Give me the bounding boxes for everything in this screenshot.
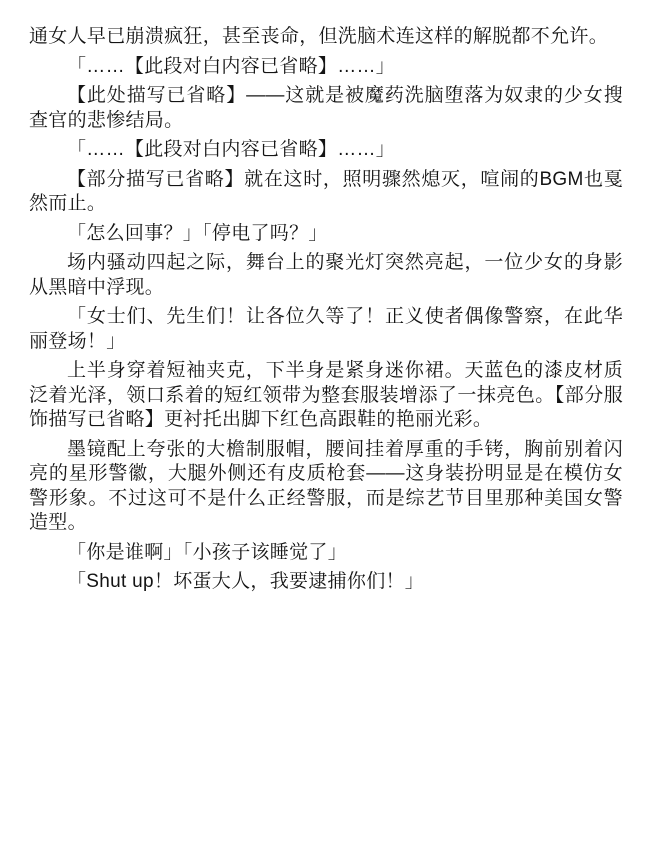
paragraph: 【此处描写已省略】——这就是被魔药洗脑堕落为奴隶的少女搜查官的悲惨结局。: [29, 85, 623, 131]
paragraph: 墨镜配上夸张的大檐制服帽，腰间挂着厚重的手铐，胸前别着闪亮的星形警徽，大腿外侧还有皮质枪套——这身装扮明显是在模仿女警形象。不过这可不是什么正经警服，而是综艺节目里那种美国女警造型。: [29, 438, 623, 533]
paragraph: 【部分描写已省略】就在这时，照明骤然熄灭，喧闹的BGM也戛然而止。: [29, 168, 623, 214]
paragraph-dialogue: 「……【此段对白内容已省略】……」: [67, 139, 396, 160]
paragraph-dialogue: 「你是谁啊」「小孩子该睡觉了」: [67, 541, 348, 563]
paragraph-dialogue: 「女士们、先生们！让各位久等了！正义使者偶像警察，在此华丽登场！」: [29, 306, 623, 352]
paragraph: 通女人早已崩溃疯狂，甚至丧命，但洗脑术连这样的解脱都不允许。: [29, 26, 609, 47]
paragraph: 上半身穿着短袖夹克，下半身是紧身迷你裙。天蓝色的漆皮材质泛着光泽，领口系着的短红领带为整套服装增添了一抹亮色。【部分服饰描写已省略】更衬托出脚下红色高跟鞋的艳丽光彩。: [29, 360, 623, 430]
paragraph-dialogue: 「怎么回事？」「停电了吗？」: [67, 222, 328, 244]
paragraph: 场内骚动四起之际，舞台上的聚光灯突然亮起，一位少女的身影从黑暗中浮现。: [29, 252, 623, 298]
paragraph-dialogue: 「……【此段对白内容已省略】……」: [67, 55, 396, 77]
paragraph-dialogue: 「Shut up！坏蛋大人，我要逮捕你们！」: [67, 571, 425, 592]
